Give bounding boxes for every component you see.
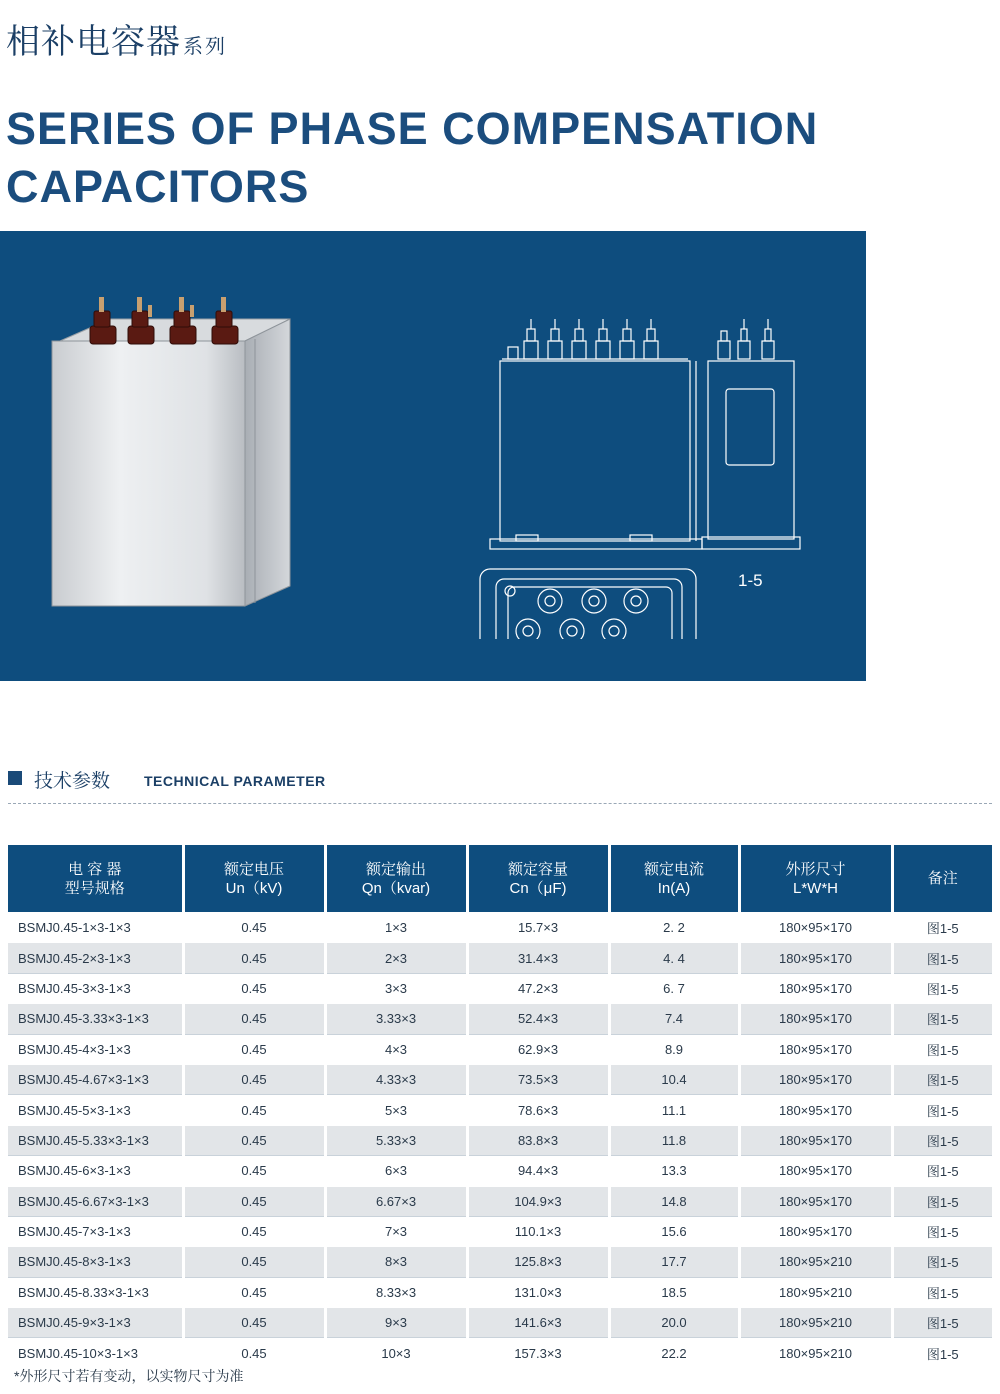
cell-capacity: 31.4×3 <box>467 943 609 973</box>
capacitor-photo <box>40 291 300 611</box>
title-en-line2: CAPACITORS <box>6 161 310 212</box>
page-title-en <box>6 100 818 216</box>
cell-dimensions: 180×95×210 <box>739 1277 892 1307</box>
cell-capacity: 15.7×3 <box>467 913 609 943</box>
figure-label: 1-5 <box>738 571 763 590</box>
cell-output: 2×3 <box>325 943 467 973</box>
cell-current: 10.4 <box>609 1064 739 1094</box>
cell-current: 11.8 <box>609 1125 739 1155</box>
cell-current: 11.1 <box>609 1095 739 1125</box>
cell-voltage: 0.45 <box>183 1064 325 1094</box>
cell-current: 7.4 <box>609 1004 739 1034</box>
cell-dimensions: 180×95×170 <box>739 973 892 1003</box>
cell-model: BSMJ0.45-1×3-1×3 <box>8 913 183 943</box>
table-row <box>8 1186 992 1216</box>
cell-model: BSMJ0.45-8.33×3-1×3 <box>8 1277 183 1307</box>
cell-voltage: 0.45 <box>183 1004 325 1034</box>
table-header-row <box>8 845 992 913</box>
cell-voltage: 0.45 <box>183 1125 325 1155</box>
cell-dimensions: 180×95×170 <box>739 1216 892 1246</box>
cell-output: 5.33×3 <box>325 1125 467 1155</box>
cell-current: 4. 4 <box>609 943 739 973</box>
section-title-en: TECHNICAL PARAMETER <box>144 773 326 789</box>
cell-voltage: 0.45 <box>183 1156 325 1186</box>
table-body <box>8 913 992 1368</box>
cell-model: BSMJ0.45-4.67×3-1×3 <box>8 1064 183 1094</box>
cell-dimensions: 180×95×170 <box>739 1156 892 1186</box>
cell-capacity: 52.4×3 <box>467 1004 609 1034</box>
cell-output: 8×3 <box>325 1247 467 1277</box>
cell-output: 10×3 <box>325 1338 467 1368</box>
cell-capacity: 131.0×3 <box>467 1277 609 1307</box>
cell-dimensions: 180×95×210 <box>739 1308 892 1338</box>
page-title-cn <box>6 14 227 63</box>
cell-dimensions: 180×95×210 <box>739 1247 892 1277</box>
cell-capacity: 104.9×3 <box>467 1186 609 1216</box>
cell-dimensions: 180×95×170 <box>739 1125 892 1155</box>
cell-current: 22.2 <box>609 1338 739 1368</box>
cell-capacity: 94.4×3 <box>467 1156 609 1186</box>
title-cn-suffix: 系列 <box>183 36 227 58</box>
table-row <box>8 973 992 1003</box>
cell-capacity: 47.2×3 <box>467 973 609 1003</box>
cell-capacity: 110.1×3 <box>467 1216 609 1246</box>
cell-dimensions: 180×95×170 <box>739 1095 892 1125</box>
cell-capacity: 62.9×3 <box>467 1034 609 1064</box>
table-row <box>8 913 992 943</box>
cell-dimensions: 180×95×170 <box>739 1186 892 1216</box>
cell-remark: 图1-5 <box>892 1216 992 1246</box>
cell-output: 6.67×3 <box>325 1186 467 1216</box>
section-title-cn: 技术参数 <box>34 771 111 792</box>
cell-remark: 图1-5 <box>892 1064 992 1094</box>
table-row <box>8 1308 992 1338</box>
cell-voltage: 0.45 <box>183 973 325 1003</box>
cell-voltage: 0.45 <box>183 1277 325 1307</box>
cell-current: 17.7 <box>609 1247 739 1277</box>
cell-model: BSMJ0.45-5.33×3-1×3 <box>8 1125 183 1155</box>
cell-capacity: 157.3×3 <box>467 1338 609 1368</box>
cell-voltage: 0.45 <box>183 1095 325 1125</box>
cell-model: BSMJ0.45-3×3-1×3 <box>8 973 183 1003</box>
table-row <box>8 1216 992 1246</box>
cell-dimensions: 180×95×170 <box>739 1034 892 1064</box>
cell-voltage: 0.45 <box>183 1247 325 1277</box>
cell-capacity: 83.8×3 <box>467 1125 609 1155</box>
parameter-table <box>8 845 992 1368</box>
header-dimensions: 外形尺寸 L*W*H <box>739 845 892 913</box>
cell-remark: 图1-5 <box>892 943 992 973</box>
table-row <box>8 1095 992 1125</box>
cell-output: 5×3 <box>325 1095 467 1125</box>
cell-remark: 图1-5 <box>892 913 992 943</box>
table-row <box>8 1034 992 1064</box>
cell-capacity: 125.8×3 <box>467 1247 609 1277</box>
cell-model: BSMJ0.45-4×3-1×3 <box>8 1034 183 1064</box>
cell-dimensions: 180×95×170 <box>739 1004 892 1034</box>
cell-capacity: 78.6×3 <box>467 1095 609 1125</box>
cell-model: BSMJ0.45-10×3-1×3 <box>8 1338 183 1368</box>
cell-dimensions: 180×95×210 <box>739 1338 892 1368</box>
cell-capacity: 73.5×3 <box>467 1064 609 1094</box>
cell-dimensions: 180×95×170 <box>739 1064 892 1094</box>
cell-current: 18.5 <box>609 1277 739 1307</box>
cell-voltage: 0.45 <box>183 913 325 943</box>
cell-voltage: 0.45 <box>183 1186 325 1216</box>
cell-remark: 图1-5 <box>892 1095 992 1125</box>
cell-output: 9×3 <box>325 1308 467 1338</box>
cell-remark: 图1-5 <box>892 1338 992 1368</box>
cell-model: BSMJ0.45-6×3-1×3 <box>8 1156 183 1186</box>
header-output: 额定输出 Qn（kvar) <box>325 845 467 913</box>
dimension-drawing <box>472 279 822 639</box>
table-row <box>8 1156 992 1186</box>
cell-current: 15.6 <box>609 1216 739 1246</box>
footnote: *外形尺寸若有变动，以实物尺寸为准 <box>14 1368 244 1384</box>
cell-output: 6×3 <box>325 1156 467 1186</box>
cell-model: BSMJ0.45-9×3-1×3 <box>8 1308 183 1338</box>
cell-remark: 图1-5 <box>892 1125 992 1155</box>
cell-output: 3×3 <box>325 973 467 1003</box>
cell-output: 3.33×3 <box>325 1004 467 1034</box>
cell-current: 2. 2 <box>609 913 739 943</box>
table-row <box>8 943 992 973</box>
cell-current: 6. 7 <box>609 973 739 1003</box>
cell-output: 1×3 <box>325 913 467 943</box>
cell-output: 4.33×3 <box>325 1064 467 1094</box>
dashed-divider <box>8 803 992 804</box>
table-row <box>8 1125 992 1155</box>
title-en-line1: SERIES OF PHASE COMPENSATION <box>6 103 819 154</box>
table-row <box>8 1277 992 1307</box>
table-row <box>8 1064 992 1094</box>
cell-voltage: 0.45 <box>183 1308 325 1338</box>
cell-output: 7×3 <box>325 1216 467 1246</box>
cell-remark: 图1-5 <box>892 1156 992 1186</box>
title-cn-main: 相补电容器 <box>6 23 181 61</box>
table-row <box>8 1004 992 1034</box>
cell-capacity: 141.6×3 <box>467 1308 609 1338</box>
header-capacity: 额定容量 Cn（μF) <box>467 845 609 913</box>
cell-remark: 图1-5 <box>892 973 992 1003</box>
cell-remark: 图1-5 <box>892 1034 992 1064</box>
cell-remark: 图1-5 <box>892 1186 992 1216</box>
header-model: 电 容 器 型号规格 <box>8 845 183 913</box>
cell-output: 8.33×3 <box>325 1277 467 1307</box>
header-voltage: 额定电压 Un（kV) <box>183 845 325 913</box>
product-banner <box>0 231 866 681</box>
header-current: 额定电流 In(A) <box>609 845 739 913</box>
cell-model: BSMJ0.45-7×3-1×3 <box>8 1216 183 1246</box>
cell-current: 20.0 <box>609 1308 739 1338</box>
cell-voltage: 0.45 <box>183 1338 325 1368</box>
cell-model: BSMJ0.45-6.67×3-1×3 <box>8 1186 183 1216</box>
cell-current: 8.9 <box>609 1034 739 1064</box>
cell-remark: 图1-5 <box>892 1247 992 1277</box>
cell-model: BSMJ0.45-5×3-1×3 <box>8 1095 183 1125</box>
cell-remark: 图1-5 <box>892 1277 992 1307</box>
cell-model: BSMJ0.45-8×3-1×3 <box>8 1247 183 1277</box>
cell-dimensions: 180×95×170 <box>739 913 892 943</box>
cell-voltage: 0.45 <box>183 1034 325 1064</box>
cell-model: BSMJ0.45-3.33×3-1×3 <box>8 1004 183 1034</box>
cell-current: 13.3 <box>609 1156 739 1186</box>
header-remark: 备注 <box>892 845 992 913</box>
table-row <box>8 1247 992 1277</box>
square-bullet-icon <box>8 771 22 785</box>
cell-current: 14.8 <box>609 1186 739 1216</box>
cell-voltage: 0.45 <box>183 943 325 973</box>
cell-remark: 图1-5 <box>892 1308 992 1338</box>
table-row <box>8 1338 992 1368</box>
cell-dimensions: 180×95×170 <box>739 943 892 973</box>
cell-voltage: 0.45 <box>183 1216 325 1246</box>
cell-model: BSMJ0.45-2×3-1×3 <box>8 943 183 973</box>
cell-remark: 图1-5 <box>892 1004 992 1034</box>
cell-output: 4×3 <box>325 1034 467 1064</box>
